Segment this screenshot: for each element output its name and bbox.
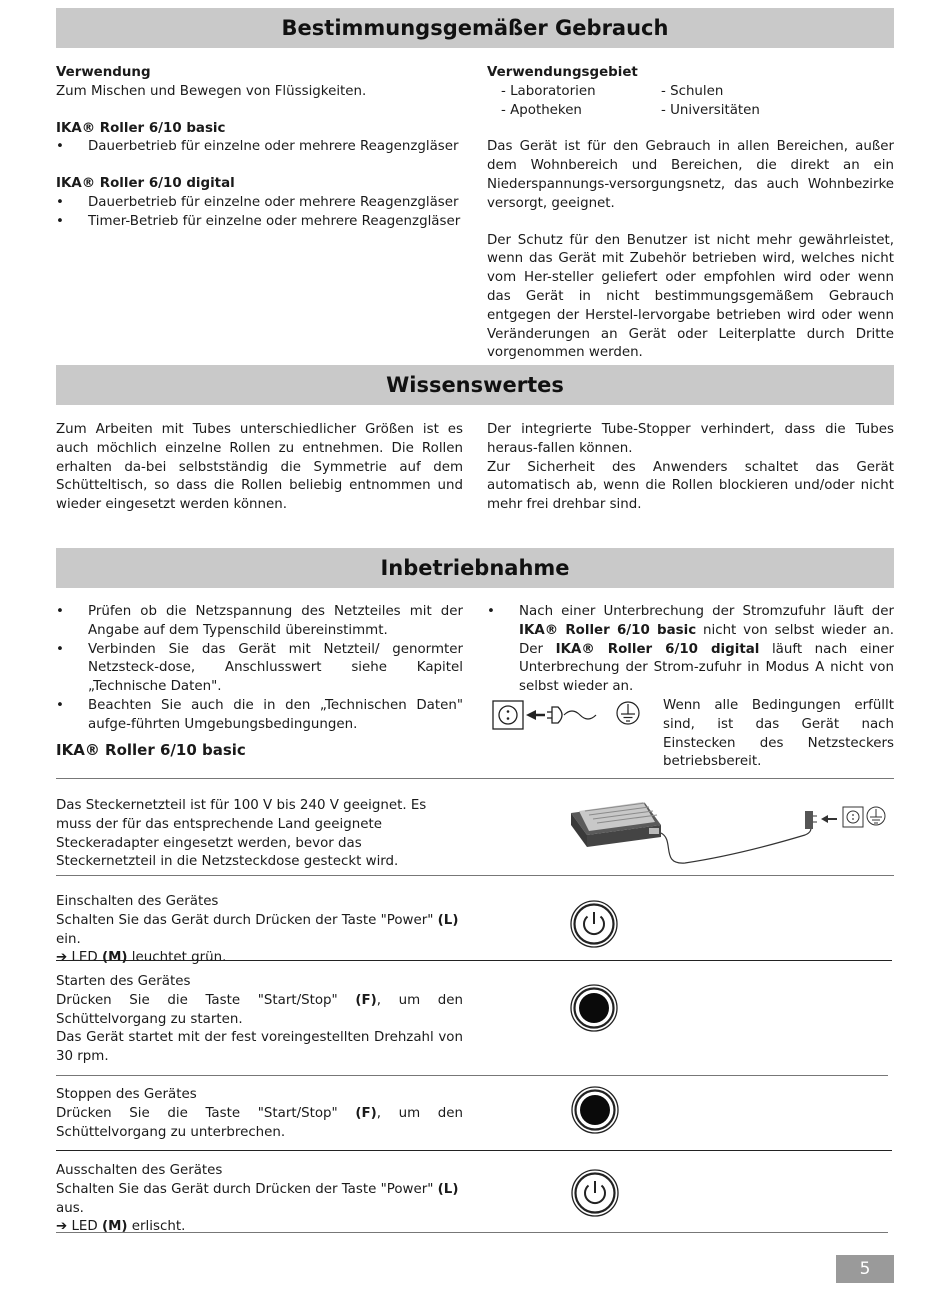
right-column-bestimmung	[487, 64, 894, 363]
text: nicht von selbst wieder an. Der	[519, 622, 895, 657]
page-number: 5	[836, 1255, 894, 1283]
paragraph: Der integrierte Tube-Stopper verhindert, dass die Tubes heraus-fallen können.	[487, 422, 894, 456]
list-item-text: Verbinden Sie das Gerät mit Netzteil/ genormter Netzsteck-dose, Anschlusswert siehe Kapitel „Technische Daten".	[88, 641, 463, 695]
key-ref: (F)	[355, 1105, 377, 1121]
divider	[56, 875, 894, 876]
product-name: IKA® Roller 6/10 digital	[555, 641, 760, 657]
text: Das Gerät startet mit der fest voreingestellten Drehzahl von 30 rpm.	[56, 1030, 463, 1065]
bullet: •	[487, 604, 495, 619]
left-column-bestimmung	[56, 64, 466, 232]
ground-icon	[867, 807, 885, 825]
bullet: •	[56, 213, 64, 229]
heading-einschalten: Einschalten des Gerätes	[56, 894, 219, 909]
led-ref: (M)	[101, 1219, 128, 1235]
divider	[56, 960, 892, 961]
text: Drücken Sie die Taste "Start/Stop"	[56, 992, 356, 1008]
bullet: •	[56, 697, 64, 713]
section-title-bestimmung: Bestimmungsgemäßer Gebrauch	[56, 8, 894, 48]
plug-diagram	[492, 697, 650, 733]
text-verwendung: Zum Mischen und Bewegen von Flüssigkeiten.	[56, 83, 367, 99]
right-column-wissen	[487, 421, 894, 515]
heading-verwendung: Verwendung	[56, 65, 151, 80]
divider	[56, 1150, 892, 1151]
power-adapter-icon	[805, 811, 817, 829]
list-item: - Apotheken	[501, 102, 582, 118]
list-item-text: Dauerbetrieb für einzelne oder mehrere Reagenzgläser	[88, 139, 459, 155]
plug-text: Wenn alle Bedingungen erfüllt sind, ist das Gerät nach Einstecken des Netzsteckers betriebsbereit.	[663, 698, 894, 770]
stoppen-block	[56, 1086, 463, 1142]
right-column-inbetrieb	[487, 603, 894, 697]
power-button-icon	[569, 899, 619, 949]
heading-basic: IKA® Roller 6/10 basic	[56, 120, 226, 136]
cable-line	[661, 819, 811, 863]
text: Drücken Sie die Taste "Start/Stop"	[56, 1105, 356, 1121]
list-item-text: Beachten Sie auch die in den „Technischen Daten" aufge-führten Umgebungsbedingungen.	[88, 697, 463, 732]
product-name: IKA® Roller 6/10 basic	[519, 622, 697, 638]
bullet: •	[56, 641, 64, 657]
text: läuft nach einer Unterbrechung der Strom-zufuhr in Modus A nicht von selbst wieder an.	[519, 641, 894, 695]
text: erlischt.	[127, 1219, 186, 1235]
text: aus.	[56, 1200, 84, 1216]
bullet: •	[56, 604, 64, 619]
text: , um den Schüttelvorgang zu starten.	[56, 992, 464, 1027]
starten-block	[56, 973, 463, 1067]
text: Nach einer Unterbrechung der Stromzufuhr läuft der	[519, 604, 894, 619]
heading-ausschalten: Ausschalten des Gerätes	[56, 1163, 223, 1178]
plug-icon	[547, 707, 596, 723]
paragraph: Der Schutz für den Benutzer ist nicht mehr gewährleistet, wenn das Gerät mit Zubehör betrieben wird, welches nicht vom Her-steller geliefert oder empfohlen wird oder wenn das Gerät in nicht bestimmungsgemäßem Gebrauch entgegen der Herstel-lervorgabe betrieben wird oder wenn Veränderungen an Gerät oder Leiterplatte durch Dritte vorgenommen werden.	[487, 232, 894, 361]
heading-basic-inbetrieb: IKA® Roller 6/10 basic	[56, 741, 246, 759]
text: , um den Schüttelvorgang zu unterbrechen.	[56, 1105, 464, 1140]
list-item	[56, 138, 466, 157]
device-illustration	[565, 785, 890, 870]
text: ein.	[56, 931, 81, 947]
ground-icon	[617, 702, 639, 724]
socket-icon	[493, 701, 523, 729]
list-item	[487, 603, 894, 697]
led-ref: (M)	[101, 950, 128, 966]
socket-icon	[843, 807, 863, 827]
einschalten-block	[56, 893, 466, 968]
text: ➔ LED	[56, 950, 102, 966]
roller-device-image	[571, 802, 661, 847]
list-item	[56, 641, 463, 697]
text: Schalten Sie das Gerät durch Drücken der Taste "Power"	[56, 1181, 438, 1197]
list-item	[56, 697, 463, 735]
key-ref: (F)	[355, 992, 377, 1008]
gebiet-list	[487, 83, 894, 121]
paragraph: Zur Sicherheit des Anwenders schaltet das Gerät automatisch ab, wenn die Rollen blockieren und/oder nicht mehr frei drehbar sind.	[487, 459, 894, 513]
list-item	[56, 213, 466, 232]
power-button-icon	[570, 1168, 620, 1218]
netzteil-text: Das Steckernetzteil ist für 100 V bis 240 V geeignet. Es muss der für das entsprechende Land geeignete Steckeradapter eingesetzt werden, bevor das Steckernetzteil in die Netzsteckdose gesteckt wird.	[56, 798, 427, 870]
text: Schalten Sie das Gerät durch Drücken der Taste "Power"	[56, 912, 438, 928]
section-title-wissen: Wissenswertes	[56, 365, 894, 405]
list-item	[56, 603, 463, 641]
arrow-icon	[821, 815, 837, 823]
text: leuchtet grün.	[127, 950, 227, 966]
list-item: - Schulen	[661, 83, 724, 99]
bullet: •	[56, 139, 64, 155]
key-ref: (L)	[437, 1181, 459, 1197]
start-stop-button-icon	[569, 983, 619, 1033]
paragraph: Zum Arbeiten mit Tubes unterschiedlicher Größen ist es auch möchlich einzelne Rollen zu entnehmen. Die Rollen erhalten da-bei selbstständig die Symmetrie auf dem Schütteltisch, so dass die Rollen beliebig entnommen und wieder eingesetzt werden können.	[56, 422, 463, 513]
start-stop-button-icon	[570, 1085, 620, 1135]
heading-starten: Starten des Gerätes	[56, 974, 191, 989]
bullet: •	[56, 194, 64, 210]
paragraph: Das Gerät ist für den Gebrauch in allen Bereichen, außer dem Wohnbereich und Bereichen, die direkt an ein Niederspannungs-versorgungsnetz, das auch Wohnbezirke versorgt, geeignet.	[487, 139, 894, 211]
text: ➔ LED	[56, 1219, 102, 1235]
list-item-text: Dauerbetrieb für einzelne oder mehrere Reagenzgläser	[88, 194, 459, 210]
list-item	[56, 194, 466, 213]
ausschalten-block	[56, 1162, 466, 1237]
key-ref: (L)	[437, 912, 459, 928]
left-column-inbetrieb	[56, 603, 463, 735]
divider	[56, 1075, 888, 1076]
heading-stoppen: Stoppen des Gerätes	[56, 1087, 197, 1102]
arrow-icon	[526, 710, 545, 720]
heading-digital: IKA® Roller 6/10 digital	[56, 176, 235, 192]
section-title-inbetrieb: Inbetriebnahme	[56, 548, 894, 588]
divider	[56, 778, 894, 779]
heading-verwendungsgebiet: Verwendungsgebiet	[487, 65, 638, 80]
list-item: - Laboratorien	[501, 83, 596, 99]
list-item-text: Timer-Betrieb für einzelne oder mehrere Reagenzgläser	[88, 213, 461, 229]
divider	[56, 1232, 888, 1233]
list-item: - Universitäten	[661, 102, 760, 118]
list-item-text: Prüfen ob die Netzspannung des Netzteiles mit der Angabe auf dem Typenschild übereinstimmt.	[88, 604, 463, 638]
